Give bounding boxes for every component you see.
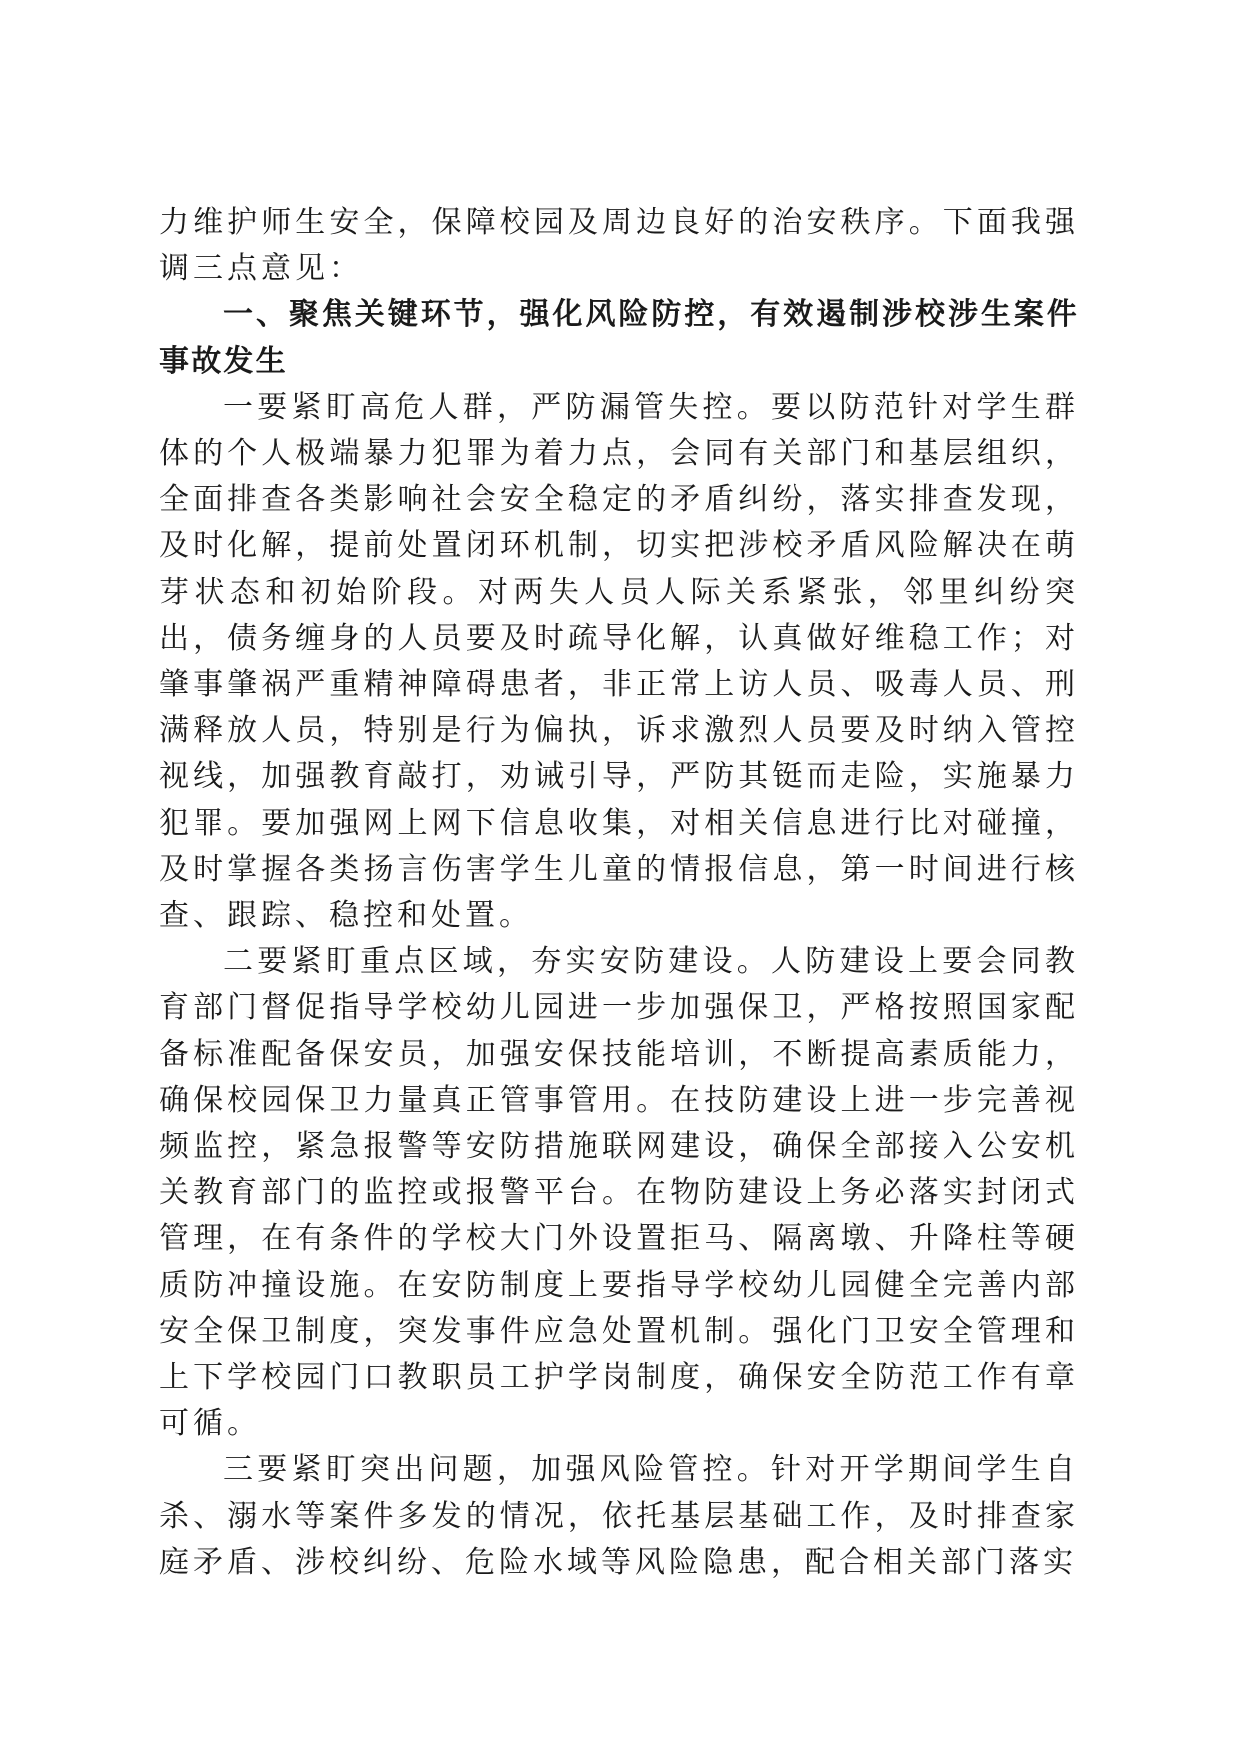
paragraph-point-two: 二要紧盯重点区域，夯实安防建设。人防建设上要会同教育部门督促指导学校幼儿园进一步加强保卫，严格按照国家配备标准配备保安员，加强安保技能培训，不断提高素质能力，确保校园保卫力量真正管事管用。在技防建设上进一步完善视频监控，紧急报警等安防措施联网建设，确保全部接入公安机关教育部门的监控或报警平台。在物防建设上务必落实封闭式管理，在有条件的学校大门外设置拒马、隔离墩、升降柱等硬质防冲撞设施。在安防制度上要指导学校幼儿园健全完善内部安全保卫制度，突发事件应急处置机制。强化门卫安全管理和上下学校园门口教职员工护学岗制度，确保安全防范工作有章可循。	[159, 944, 1079, 1442]
paragraph-point-one: 一要紧盯高危人群，严防漏管失控。要以防范针对学生群体的个人极端暴力犯罪为着力点，会同有关部门和基层组织，全面排查各类影响社会安全稳定的矛盾纠纷，落实排查发现，及时化解，提前处置闭环机制，切实把涉校矛盾风险解决在萌芽状态和初始阶段。对两失人员人际关系紧张，邻里纠纷突出，债务缠身的人员要及时疏导化解，认真做好维稳工作；对肇事肇祸严重精神障碍患者，非正常上访人员、吸毒人员、刑满释放人员，特别是行为偏执，诉求激烈人员要及时纳入管控视线，加强教育敲打，劝诫引导，严防其铤而走险，实施暴力犯罪。要加强网上网下信息收集，对相关信息进行比对碰撞，及时掌握各类扬言伤害学生儿童的情报信息，第一时间进行核查、跟踪、稳控和处置。	[159, 389, 1079, 934]
document-body	[159, 200, 1079, 1586]
paragraph-point-three: 三要紧盯突出问题，加强风险管控。针对开学期间学生自杀、溺水等案件多发的情况，依托基层基础工作，及时排查家庭矛盾、涉校纠纷、危险水域等风险隐患，配合相关部门落实	[159, 1452, 1079, 1580]
paragraph-opening: 力维护师生安全，保障校园及周边良好的治安秩序。下面我强调三点意见：	[159, 205, 1079, 287]
section-heading-one: 一、聚焦关键环节，强化风险防控，有效遏制涉校涉生案件事故发生	[159, 297, 1079, 379]
